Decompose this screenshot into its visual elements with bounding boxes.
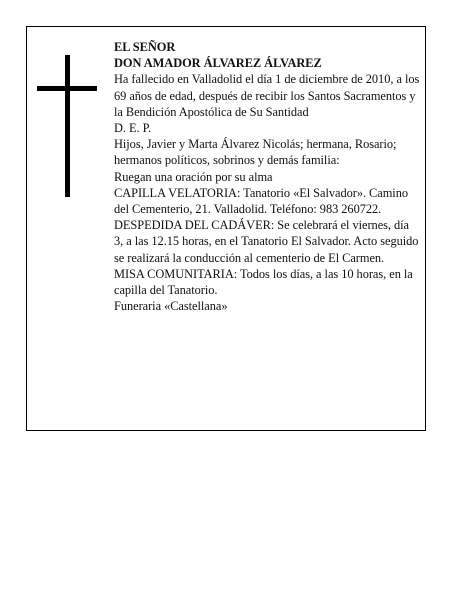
dep-line: D. E. P. <box>114 121 152 136</box>
death-statement: Ha fallecido en Valladolid el día 1 de diciembre de 2010, a los 69 años de edad, después de recibir los Santos Sacramentos y la Bendición Apostólica de Su Santidad <box>114 72 420 119</box>
family-line: Hijos, Javier y Marta Álvarez Nicolás; hermana, Rosario; hermanos políticos, sobrinos y demás familia: <box>114 137 397 168</box>
obituary-text <box>114 39 420 314</box>
farewell-text: Se celebrará el viernes, día 3, a las 12.15 horas, en el Tanatorio El Salvador. Acto seguido se realizará la conducción al cementerio de El Carmen. <box>114 218 419 265</box>
deceased-name: DON AMADOR ÁLVAREZ ÁLVAREZ <box>114 56 322 71</box>
mass-text: Todos los días, a las 10 horas, en la capilla del Tanatorio. <box>114 266 413 298</box>
cross-icon <box>37 55 97 200</box>
farewell-paragraph <box>114 217 420 266</box>
cross-vertical-bar <box>65 55 70 197</box>
mass-paragraph <box>114 266 420 298</box>
farewell-label: DESPEDIDA DEL CADÁVER: <box>114 218 275 233</box>
prayer-request: Ruegan una oración por su alma <box>114 169 273 184</box>
title-line-1: EL SEÑOR <box>114 40 176 54</box>
funeral-home: Funeraria «Castellana» <box>114 299 228 314</box>
chapel-text: Tanatorio «El Salvador». Camino del Cementerio, 21. Valladolid. Teléfono: 983 260722. <box>114 185 408 217</box>
chapel-label: CAPILLA VELATORIA: <box>114 185 241 200</box>
chapel-paragraph <box>114 185 420 217</box>
obituary-notice <box>26 26 426 431</box>
cross-horizontal-bar <box>37 86 97 91</box>
mass-label: MISA COMUNITARIA: <box>114 266 238 281</box>
